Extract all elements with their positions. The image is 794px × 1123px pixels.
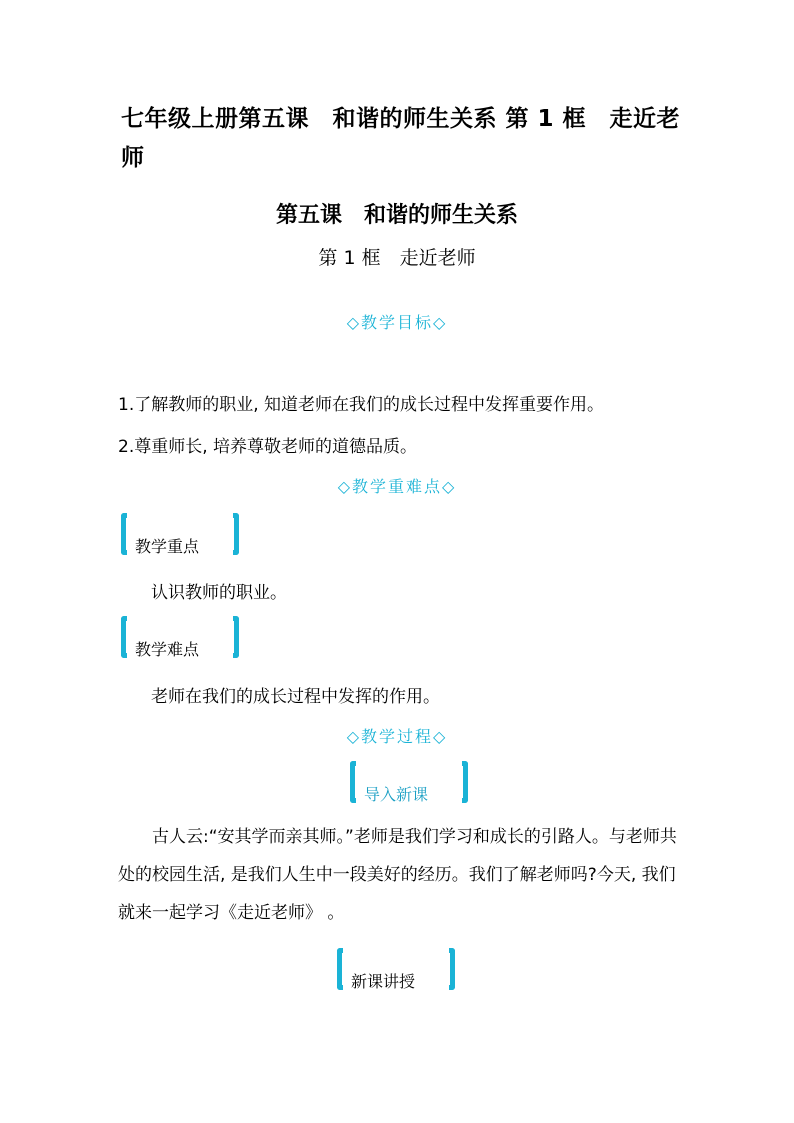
right-bracket-icon <box>462 761 468 803</box>
left-bracket-icon <box>121 513 127 555</box>
intro-paragraph: 古人云:“安其学而亲其师。”老师是我们学习和成长的引路人。与老师共处的校园生活, 是我们人生中一段美好的经历。我们了解老师吗?今天, 我们就来一起学习《走近老师》 。 <box>118 827 677 923</box>
objective-item-2: 2.尊重师长, 培养尊敬老师的道德品质。 <box>118 437 418 457</box>
section-heading-key-difficult: ◇教学重难点◇ <box>337 477 457 496</box>
key-point-label: 教学重点 <box>121 513 239 557</box>
difficult-point-label: 教学难点 <box>121 616 239 660</box>
right-bracket-icon <box>449 948 455 990</box>
left-bracket-icon <box>337 948 343 990</box>
difficult-point-text: 老师在我们的成长过程中发挥的作用。 <box>151 687 440 707</box>
lesson-subtitle: 第 1 框 走近老师 <box>318 247 476 269</box>
section-heading-process: ◇教学过程◇ <box>346 727 448 746</box>
section-heading-objectives: ◇教学目标◇ <box>346 313 448 332</box>
right-bracket-icon <box>233 513 239 555</box>
document-title: 七年级上册第五课 和谐的师生关系 第 1 框 走近老师 <box>121 106 681 171</box>
intro-label: 导入新课 <box>350 761 468 805</box>
key-point-text: 认识教师的职业。 <box>151 583 287 603</box>
left-bracket-icon <box>121 616 127 658</box>
new-lesson-label: 新课讲授 <box>337 948 455 992</box>
lesson-title: 第五课 和谐的师生关系 <box>275 203 518 228</box>
left-bracket-icon <box>350 761 356 803</box>
objective-item-1: 1.了解教师的职业, 知道老师在我们的成长过程中发挥重要作用。 <box>118 395 605 415</box>
right-bracket-icon <box>233 616 239 658</box>
